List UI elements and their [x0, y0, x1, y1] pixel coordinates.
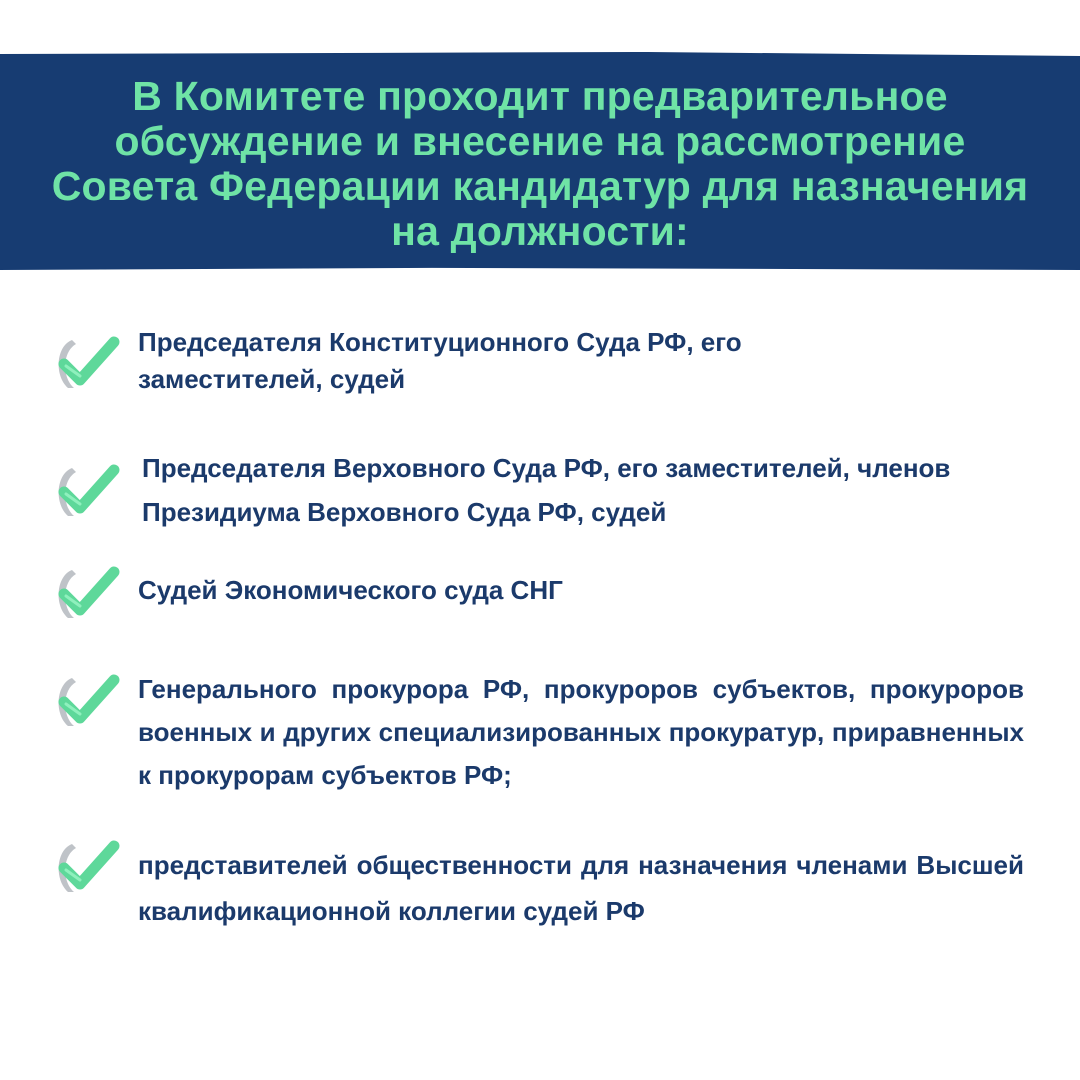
list-item [50, 836, 1024, 936]
checkmark-icon [50, 460, 120, 522]
checkmark-icon [50, 332, 120, 394]
list-item-text: Судей Экономического суда СНГ [138, 575, 563, 605]
list-item [50, 562, 1024, 624]
checkmark-icon [50, 562, 120, 624]
list-item-text: представителей общественности для назначения членами Высшей квалификационной коллегии судей РФ [138, 850, 1024, 926]
list-item-text: Генерального прокурора РФ, прокуроров субъектов, прокуроров военных и других специализированных прокуратур, приравненных к прокурорам субъектов РФ; [138, 674, 1024, 790]
banner-title: В Комитете проходит предварительное обсуждение и внесение на рассмотрение Совета Федерации кандидатур для назначения на должности: [51, 73, 1029, 254]
list-item [50, 450, 1024, 540]
list-item-text: Председателя Верховного Суда РФ, его заместителей, членов Президиума Верховного Суда РФ, судей [142, 453, 951, 527]
checkmark-icon [50, 670, 120, 732]
list-item [50, 327, 1024, 410]
list-item-text: Председателя Конституционного Суда РФ, его заместителей, судей [138, 327, 742, 394]
checkmark-icon [50, 836, 120, 898]
list-item [50, 668, 1024, 808]
